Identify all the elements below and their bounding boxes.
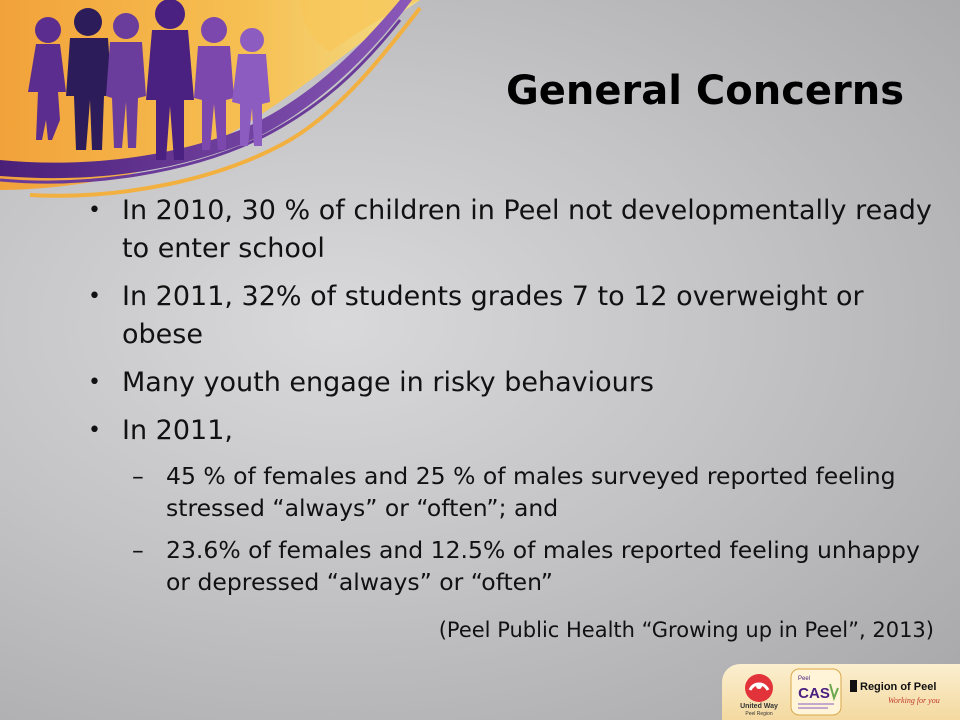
sub-bullet-text: 45 % of females and 25 % of males surveyed reported feeling stressed “always” or “often”; and (166, 462, 896, 522)
sub-bullet-item (88, 534, 938, 598)
bullet-text: Many youth engage in risky behaviours (122, 367, 654, 398)
citation: (Peel Public Health “Growing up in Peel”, 2013) (438, 618, 934, 642)
sub-bullet-dash: – (132, 462, 144, 490)
bullet-item (88, 278, 938, 354)
bullet-item (88, 364, 938, 402)
bullet-list (88, 192, 938, 608)
cas-name: CAS (798, 685, 830, 702)
united-way-logo (734, 670, 784, 716)
sub-bullet-item (88, 460, 938, 524)
bullet-dot: • (88, 370, 101, 395)
united-way-sub: Peel Region (745, 711, 773, 716)
region-tagline: Working for you (888, 696, 940, 705)
cas-prefix: Peel (798, 676, 811, 682)
cas-logo (790, 668, 842, 716)
sub-bullet-text: 23.6% of females and 12.5% of males reported feeling unhappy or depressed “always” or “often” (166, 536, 920, 596)
bullet-text: In 2010, 30 % of children in Peel not developmentally ready to enter school (122, 195, 932, 264)
slide-title: General Concerns (505, 68, 905, 114)
bullet-dot: • (88, 418, 101, 443)
united-way-name: United Way (740, 703, 778, 710)
logo-strip (722, 664, 960, 720)
sub-bullet-dash: – (132, 536, 144, 564)
region-name: Region of Peel (860, 681, 937, 693)
bullet-item (88, 192, 938, 268)
bullet-text: In 2011, (122, 415, 233, 446)
bullet-dot: • (88, 284, 101, 309)
bullet-text: In 2011, 32% of students grades 7 to 12 overweight or obese (122, 281, 864, 350)
bullet-item (88, 412, 938, 450)
region-of-peel-logo (848, 674, 956, 714)
bullet-dot: • (88, 198, 101, 223)
